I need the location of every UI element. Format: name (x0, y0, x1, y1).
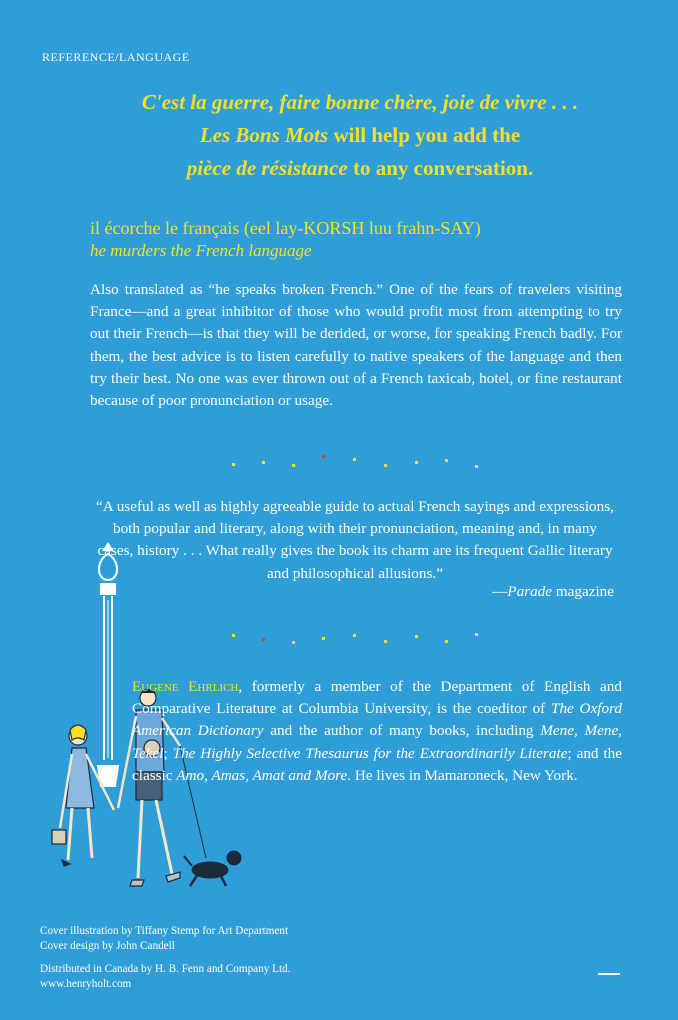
divider-dot (232, 634, 235, 637)
divider-dot (322, 455, 325, 458)
divider-dot (445, 459, 448, 462)
divider-dot (384, 640, 387, 643)
divider-dot (415, 635, 418, 638)
distributor-line: Distributed in Canada by H. B. Fenn and Company Ltd. (40, 963, 291, 975)
review-quote: “A useful as well as highly agreeable guide to actual French sayings and expressions, both popular and literary, along with their pronunciation, meaning and, in many cases, history . . . What really gives the book its charm are its frequent Gallic literary and philosophical allusions.” (96, 498, 614, 582)
dot-divider-bottom (220, 628, 490, 648)
divider-dot (292, 464, 295, 467)
design-credit: Cover design by John Candell (40, 940, 175, 952)
author-name: Eugene Ehrlich (132, 678, 239, 695)
dot-divider-top (220, 450, 490, 470)
divider-dot (415, 461, 418, 464)
barcode-mark (598, 973, 620, 975)
divider-dot (262, 461, 265, 464)
cover-credits (40, 924, 288, 954)
book-title: Les Bons Mots (199, 123, 329, 147)
author-bio: Eugene Ehrlich, formerly a member of the Department of English and Comparative Literature at Columbia University, is the coeditor of The Oxford American Dictionary and the author of many books, including Mene, Mene, Tekel; The Highly Selective Thesaurus for the Extraordinarily Literate; and the classic Amo, Amas, Amat and More. He lives in Mamaroneck, New York. (132, 678, 622, 784)
divider-dot (322, 637, 325, 640)
entry-phrase: il écorche le français (eel lay-KORSH luu frahn-SAY) (90, 218, 481, 238)
distribution-info (40, 962, 290, 992)
divider-dot (353, 634, 356, 637)
divider-dot (353, 458, 356, 461)
divider-dot (475, 465, 478, 468)
tagline-line-3: pièce de résistance to any conversation. (186, 156, 534, 180)
publisher-url[interactable]: www.henryholt.com (40, 978, 132, 990)
tagline-line-2: Les Bons Mots will help you add the (199, 123, 521, 147)
quote-source: —Parade magazine (492, 583, 614, 600)
divider-dot (292, 641, 295, 644)
divider-dot (384, 464, 387, 467)
divider-dot (445, 640, 448, 643)
divider-dot (232, 463, 235, 466)
body-paragraph: Also translated as “he speaks broken French.” One of the fears of travelers visiting France—and a great inhibitor of those who would profit most from attempting to try out their French—is that they will be derided, or worse, for speaking French badly. For them, the best advice is to listen carefully to native speakers of the language and then try their best. No one was ever thrown out of a French taxicab, hotel, or fine restaurant because of poor pronunciation or usage. (90, 281, 622, 410)
tagline-line-1: C'est la guerre, faire bonne chère, joie de vivre . . . (141, 90, 579, 114)
category-label: REFERENCE/LANGUAGE (42, 50, 190, 64)
illustration-credit: Cover illustration by Tiffany Stemp for Art Department (40, 925, 289, 937)
divider-dot (262, 638, 265, 641)
entry-translation: he murders the French language (90, 241, 312, 260)
tagline (60, 86, 660, 185)
divider-dot (475, 633, 478, 636)
